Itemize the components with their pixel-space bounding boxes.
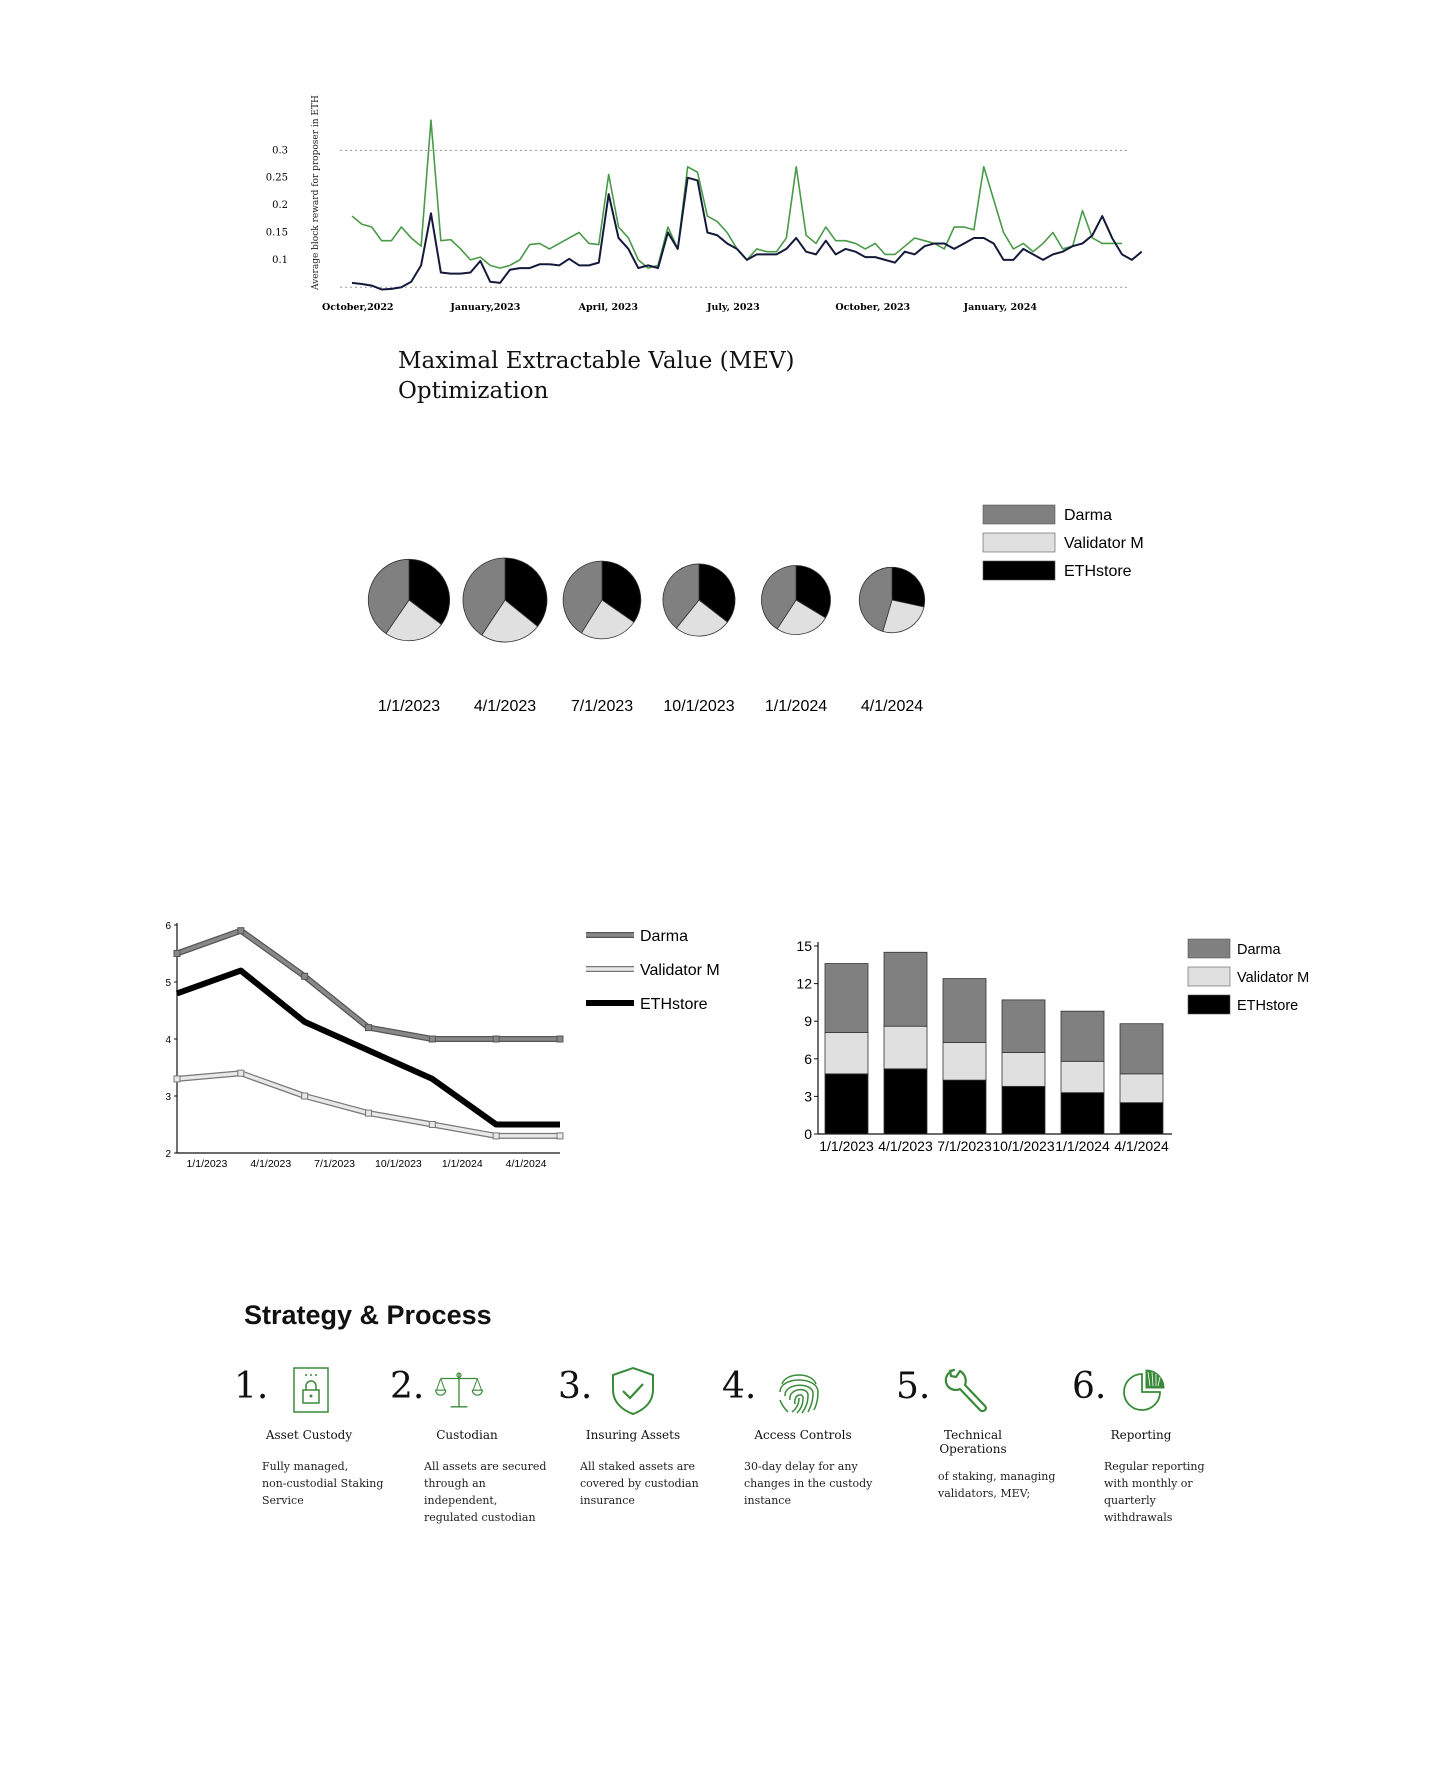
mev-x-tick-label: January,2023: [450, 302, 521, 313]
step-number: 3.: [558, 1366, 593, 1407]
line-chart-marker: [557, 1133, 563, 1139]
line-chart-legend-label: Darma: [640, 928, 689, 945]
line-chart-marker: [238, 1070, 244, 1076]
bar-legend-swatch: [1188, 967, 1230, 986]
mev-x-tick-label: April, 2023: [578, 302, 638, 313]
mev-y-ticks: [266, 145, 288, 266]
pie-legend-swatch: [983, 561, 1055, 580]
pie-category-label: 1/1/2024: [764, 698, 828, 715]
line-chart-x-tick-label: 1/1/2024: [441, 1158, 483, 1170]
step-description: Regular reporting with monthly or quarterly withdrawals: [1104, 1460, 1205, 1524]
strategy-title: Strategy & Process: [244, 1300, 492, 1330]
line-chart-marker: [429, 1036, 435, 1042]
step-title: Asset Custody: [265, 1428, 353, 1442]
bar-chart-x-tick-label: 4/1/2023: [878, 1138, 933, 1154]
bar-segment-validator-m: [1061, 1061, 1104, 1092]
bar-chart-axes: [818, 942, 1172, 1134]
line-chart-y-tick-label: 5: [165, 978, 171, 989]
bar-chart-legend: [1188, 939, 1309, 1014]
mev-title-line1: Maximal Extractable Value (MEV): [398, 348, 795, 374]
bar-chart-y-tick-label: 6: [804, 1050, 812, 1067]
bar-segment-validator-m: [1120, 1074, 1163, 1103]
bar-chart-y-ticks: [796, 938, 818, 1142]
mev-y-axis-label: Average block reward for proposer in ETH: [311, 95, 321, 290]
step-title: Reporting: [1110, 1428, 1172, 1442]
bar-legend-swatch: [1188, 939, 1230, 958]
mev-y-tick-label: 0.15: [265, 227, 288, 239]
fingerprint-icon: [774, 1366, 824, 1416]
line-chart-series-fill: [177, 931, 560, 1039]
mev-y-tick-label: 0.25: [265, 172, 288, 184]
bar-segment-darma: [1120, 1024, 1163, 1074]
pie-group: [368, 558, 924, 642]
pie-legend-swatch: [983, 533, 1055, 552]
mev-y-tick-label: 0.3: [272, 145, 288, 157]
bar-segment-ethstore: [1061, 1093, 1104, 1134]
pie-category-label: 4/1/2024: [860, 698, 924, 715]
bar-chart-x-tick-label: 7/1/2023: [937, 1138, 992, 1154]
step-number: 1.: [234, 1366, 269, 1407]
bar-segment-darma: [825, 964, 868, 1033]
wrench-icon: [942, 1366, 992, 1416]
bar-chart-x-tick-label: 10/1/2023: [992, 1138, 1055, 1154]
pie-legend-swatch: [983, 505, 1055, 524]
line-chart-x-tick-label: 1/1/2023: [186, 1158, 228, 1170]
bar-chart-x-tick-label: 4/1/2024: [1114, 1138, 1169, 1154]
bar-legend-label: Darma: [1237, 942, 1281, 958]
line-chart-marker: [238, 928, 244, 934]
stacked-bar-chart: [760, 900, 1439, 1200]
strategy-section: [0, 1300, 1439, 1560]
step-title: Custodian: [436, 1428, 498, 1442]
pie-category-label: 1/1/2023: [377, 698, 441, 715]
mev-series-line-green: [352, 120, 1122, 268]
line-chart-x-tick-label: 4/1/2024: [505, 1158, 547, 1170]
bar-segment-ethstore: [1002, 1086, 1045, 1134]
bar-segment-ethstore: [943, 1080, 986, 1134]
scales-icon: [434, 1366, 484, 1416]
mev-y-tick-label: 0.1: [272, 254, 288, 266]
pie-legend-label: Validator M: [1064, 535, 1144, 552]
line-chart-x-tick-label: 7/1/2023: [314, 1158, 356, 1170]
bar-chart-y-tick-label: 9: [804, 1013, 812, 1030]
mev-line-chart: [0, 0, 1439, 330]
line-chart-series-ethstore: [177, 971, 560, 1125]
line-chart-legend: [586, 928, 720, 1013]
step-number: 2.: [390, 1366, 425, 1407]
bar-segment-ethstore: [884, 1069, 927, 1134]
lock-icon: [286, 1366, 336, 1416]
pie-chart-icon: [1120, 1366, 1170, 1416]
line-chart-marker: [174, 1076, 180, 1082]
bar-chart-y-tick-label: 0: [804, 1126, 812, 1142]
step-number: 5.: [896, 1366, 931, 1407]
bar-segment-darma: [884, 952, 927, 1026]
mev-series-lines: [352, 120, 1142, 289]
bar-chart-x-ticks: [819, 1138, 1169, 1154]
line-chart-legend-label: ETHstore: [640, 996, 708, 1013]
pie-legend-label: ETHstore: [1064, 563, 1132, 580]
bar-legend-label: ETHstore: [1237, 998, 1299, 1014]
line-chart-y-tick-label: 3: [165, 1092, 171, 1103]
step-description: Fully managed, non-custodial Staking Service: [262, 1460, 384, 1507]
bar-legend-label: Validator M: [1237, 970, 1310, 986]
bar-segment-darma: [1061, 1011, 1104, 1061]
mev-x-tick-label: October,2022: [322, 302, 394, 313]
bar-segment-validator-m: [943, 1043, 986, 1081]
line-chart-x-tick-label: 10/1/2023: [375, 1158, 422, 1170]
bar-segment-ethstore: [825, 1074, 868, 1134]
bar-segment-validator-m: [884, 1026, 927, 1069]
step-title: Access Controls: [754, 1428, 852, 1442]
shield-check-icon: [608, 1366, 658, 1416]
bar-segment-darma: [1002, 1000, 1045, 1053]
line-chart-x-ticks: [186, 1158, 546, 1170]
bar-chart-x-tick-label: 1/1/2024: [1055, 1138, 1110, 1154]
bar-chart-y-tick-label: 15: [796, 938, 812, 954]
pie-category-label: 10/1/2023: [663, 698, 735, 715]
pie-legend-label: Darma: [1064, 507, 1113, 524]
mev-gridlines: [340, 150, 1130, 287]
comparison-line-chart: [0, 900, 760, 1200]
step-description: All staked assets are covered by custodian insurance: [580, 1460, 699, 1507]
pie-category-label: 7/1/2023: [570, 698, 634, 715]
bar-segment-ethstore: [1120, 1103, 1163, 1134]
pie-charts: [0, 480, 1439, 740]
line-chart-legend-label: Validator M: [640, 962, 720, 979]
pie-category-labels: [378, 698, 923, 715]
step-description: 30-day delay for any changes in the custody instance: [744, 1460, 873, 1507]
mev-x-tick-label: July, 2023: [707, 302, 760, 313]
line-chart-series-darma: [177, 931, 560, 1039]
mev-x-tick-label: October, 2023: [835, 302, 911, 313]
line-chart-marker: [366, 1110, 372, 1116]
bar-chart-x-tick-label: 1/1/2023: [819, 1138, 874, 1154]
mev-series-line-navy: [352, 178, 1142, 290]
bar-chart-y-tick-label: 3: [804, 1088, 812, 1105]
mev-x-ticks: [322, 302, 1037, 313]
line-chart-series: [174, 928, 563, 1139]
line-chart-marker: [493, 1036, 499, 1042]
line-chart-y-tick-label: 2: [165, 1149, 171, 1160]
bar-segment-darma: [943, 979, 986, 1043]
line-chart-marker: [302, 973, 308, 979]
bar-chart-y-tick-label: 12: [796, 975, 812, 992]
bar-chart-bars: [825, 952, 1163, 1134]
line-chart-marker: [557, 1036, 563, 1042]
line-chart-x-tick-label: 4/1/2023: [250, 1158, 292, 1170]
line-chart-marker: [302, 1093, 308, 1099]
bar-segment-validator-m: [825, 1032, 868, 1073]
step-number: 6.: [1072, 1366, 1107, 1407]
step-description: All assets are secured through an independent, regulated custodian: [424, 1460, 547, 1524]
line-chart-y-tick-label: 6: [165, 921, 171, 932]
step-description: of staking, managing validators, MEV;: [938, 1470, 1056, 1500]
mev-section-title: [398, 346, 795, 406]
line-chart-marker: [493, 1133, 499, 1139]
line-chart-marker: [174, 951, 180, 957]
step-title: Technical Operations: [939, 1428, 1007, 1456]
mev-y-tick-label: 0.2: [272, 200, 288, 212]
bar-segment-validator-m: [1002, 1053, 1045, 1087]
pie-legend: [983, 505, 1144, 580]
mev-title-line2: Optimization: [398, 378, 549, 404]
step-title: Insuring Assets: [585, 1428, 681, 1442]
bar-legend-swatch: [1188, 995, 1230, 1014]
mev-x-tick-label: January, 2024: [963, 302, 1037, 313]
line-chart-marker: [429, 1122, 435, 1128]
pie-category-label: 4/1/2023: [473, 698, 537, 715]
line-chart-y-tick-label: 4: [165, 1035, 171, 1046]
step-number: 4.: [722, 1366, 757, 1407]
line-chart-marker: [366, 1025, 372, 1031]
